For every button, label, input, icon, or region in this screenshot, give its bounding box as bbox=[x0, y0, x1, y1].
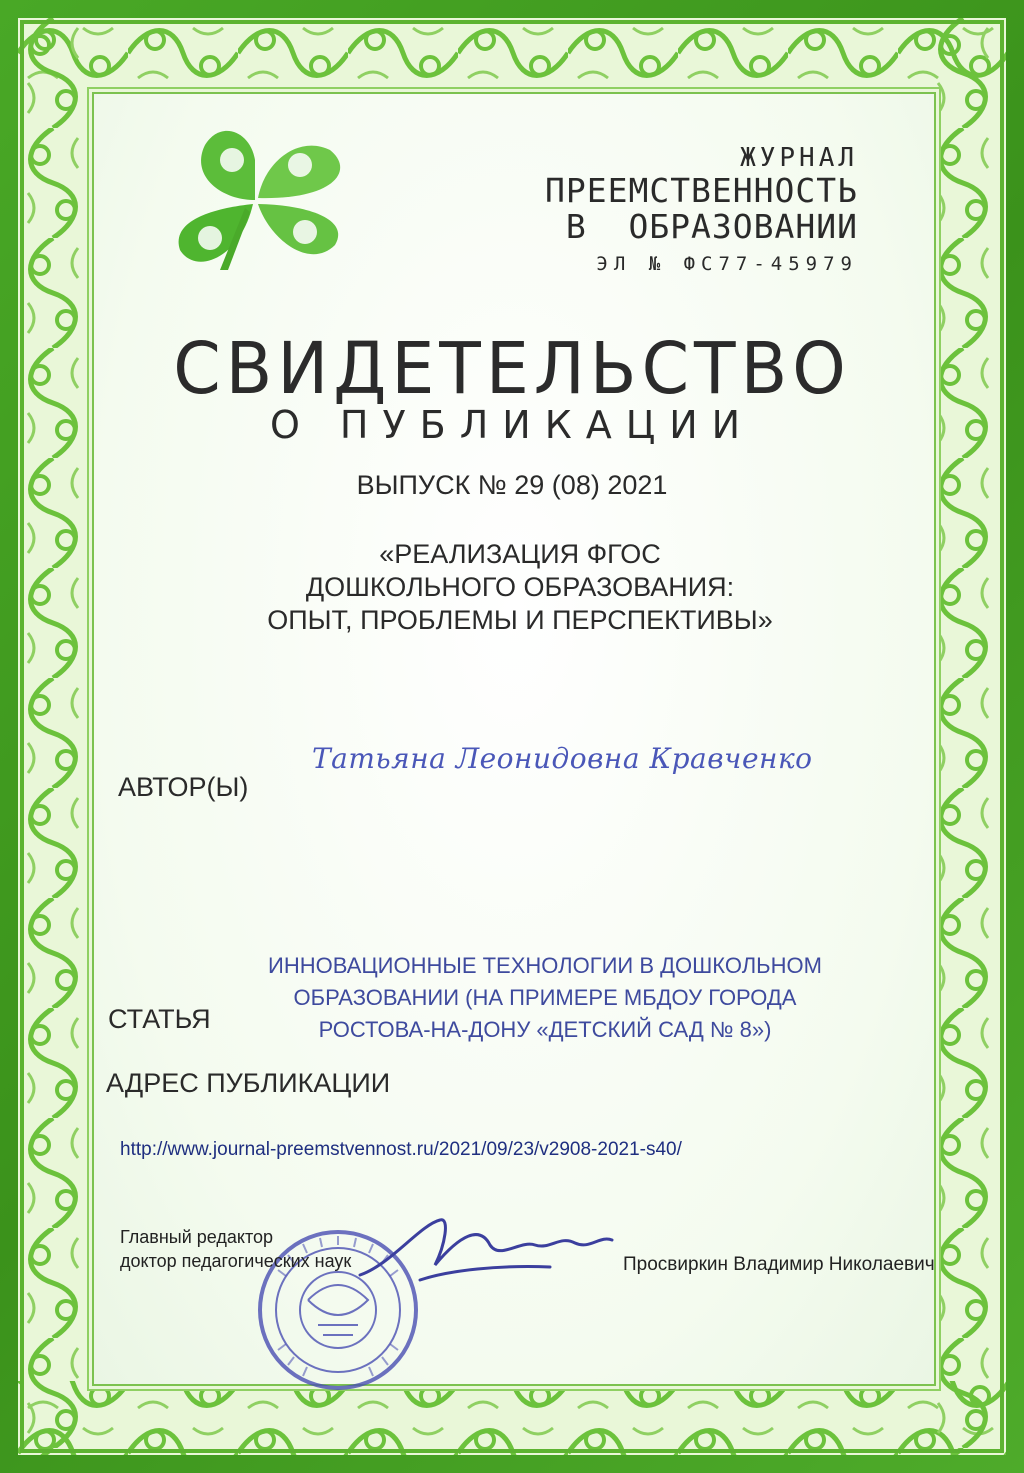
certificate-title-block bbox=[0, 330, 1024, 447]
article-title bbox=[240, 950, 850, 1046]
journal-header bbox=[545, 143, 858, 275]
certificate-title: СВИДЕТЕЛЬСТВО bbox=[173, 328, 851, 411]
article-label: СТАТЬЯ bbox=[108, 1004, 211, 1034]
article-title-line: РОСТОВА-НА-ДОНУ «ДЕТСКИЙ САД № 8») bbox=[318, 1017, 772, 1042]
issue-number: ВЫПУСК № 29 (08) 2021 bbox=[356, 470, 668, 500]
journal-label: ЖУРНАЛ bbox=[740, 143, 858, 173]
editor-role-line: доктор педагогических наук bbox=[120, 1251, 352, 1271]
article-title-line: ОБРАЗОВАНИИ (НА ПРИМЕРЕ МБДОУ ГОРОДА bbox=[293, 985, 797, 1010]
article-title-line: ИННОВАЦИОННЫЕ ТЕХНОЛОГИИ В ДОШКОЛЬНОМ bbox=[268, 953, 822, 978]
author-handwritten-name: Татьяна Леонидовна Кравченко bbox=[312, 742, 813, 775]
journal-registration: ЭЛ № ФС77-45979 bbox=[596, 253, 858, 275]
clover-logo-icon bbox=[150, 120, 360, 280]
certificate-subtitle: О ПУБЛИКАЦИИ bbox=[269, 403, 755, 447]
certificate-paper bbox=[92, 92, 936, 1386]
journal-name-line1: ПРЕЕМСТВЕННОСТЬ bbox=[544, 171, 858, 210]
editor-signature-icon bbox=[350, 1205, 620, 1295]
issue-topic bbox=[0, 538, 1024, 637]
editor-name: Просвиркин Владимир Николаевич bbox=[623, 1254, 935, 1275]
topic-line: ДОШКОЛЬНОГО ОБРАЗОВАНИЯ: bbox=[305, 572, 735, 602]
topic-line: ОПЫТ, ПРОБЛЕМЫ И ПЕРСПЕКТИВЫ» bbox=[267, 605, 773, 635]
address-label: АДРЕС ПУБЛИКАЦИИ bbox=[106, 1068, 391, 1098]
topic-line: «РЕАЛИЗАЦИЯ ФГОС bbox=[379, 539, 661, 569]
author-label: АВТОР(Ы) bbox=[118, 772, 249, 802]
editor-role bbox=[120, 1225, 351, 1273]
publication-url[interactable]: http://www.journal-preemstvennost.ru/2021/09/23/v2908-2021-s40/ bbox=[120, 1139, 682, 1160]
editor-role-line: Главный редактор bbox=[120, 1227, 274, 1247]
journal-name-line2: В ОБРАЗОВАНИИ bbox=[565, 207, 858, 246]
